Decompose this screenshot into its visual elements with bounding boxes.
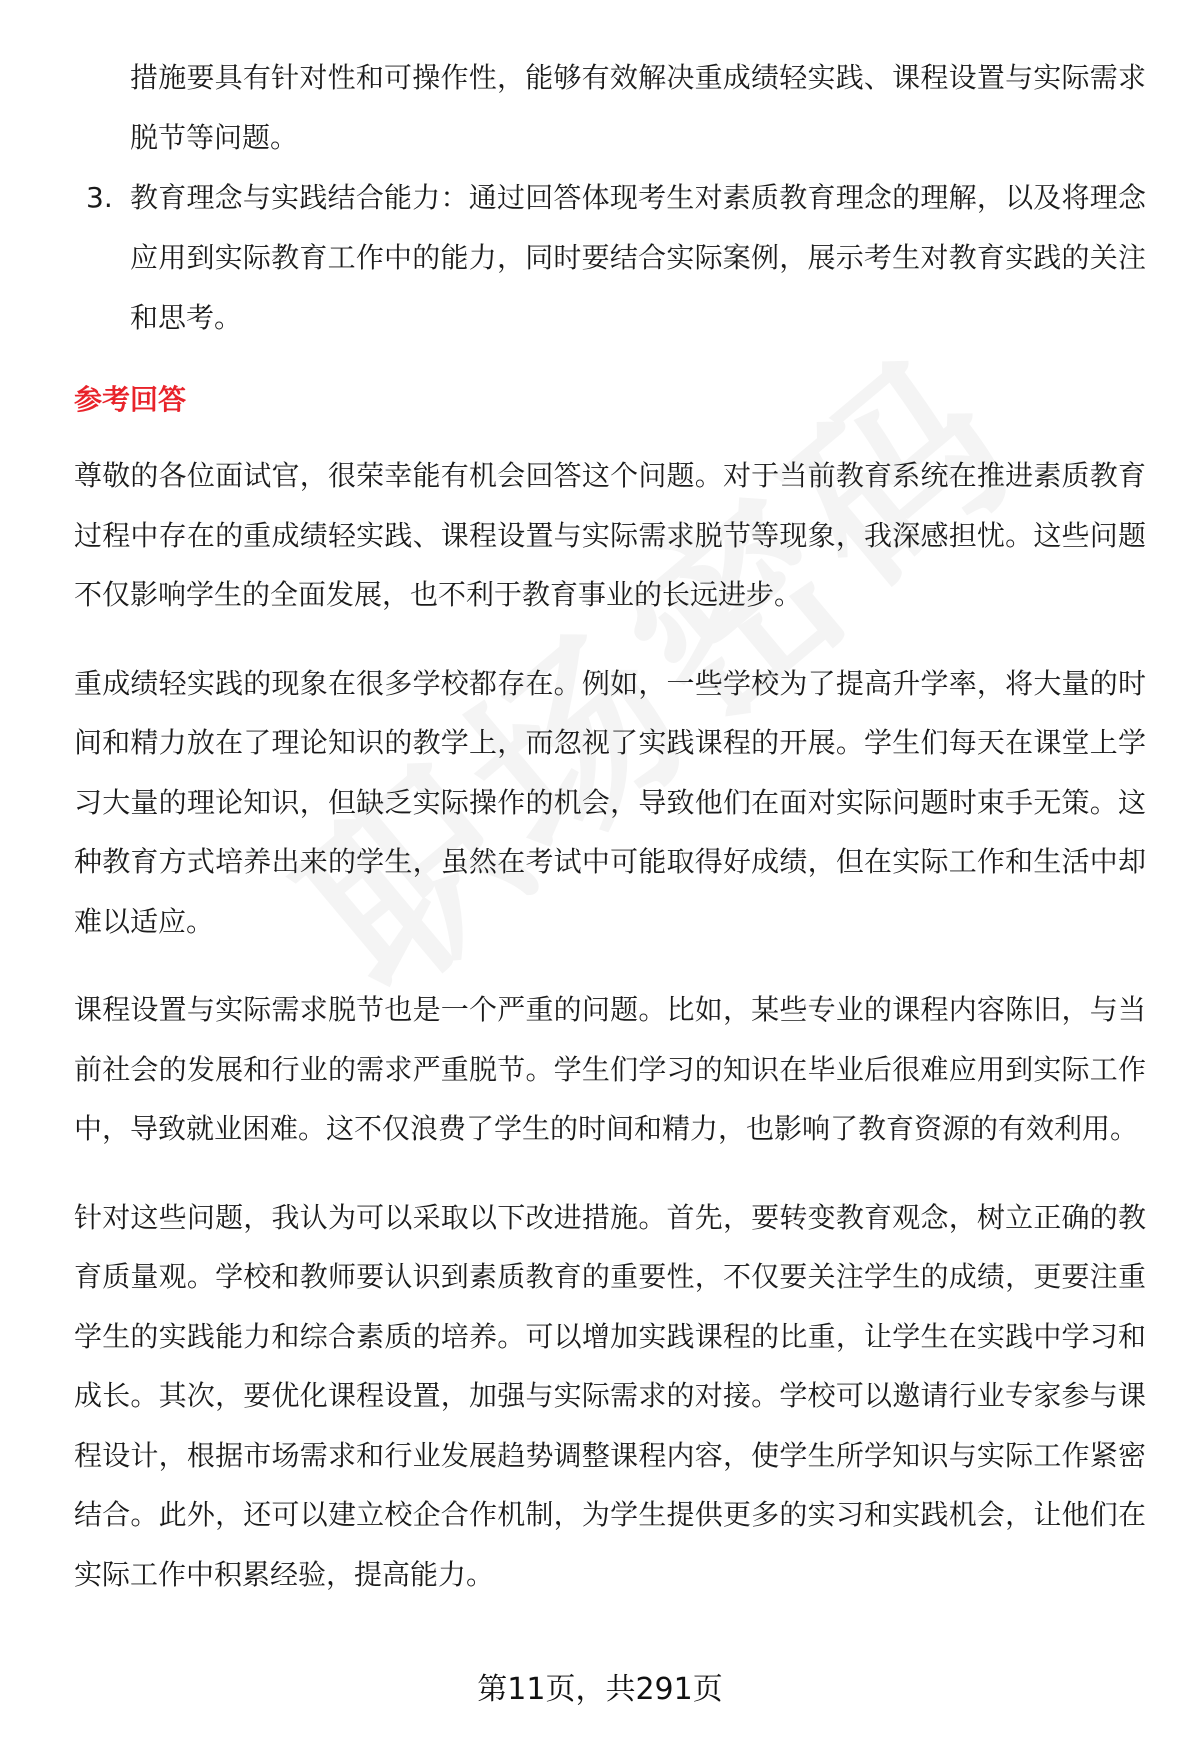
- section-heading-reference-answer: 参考回答: [74, 383, 187, 416]
- answer-paragraph-2: 重成绩轻实践的现象在很多学校都存在。例如，一些学校为了提高升学率，将大量的时间和精力放在了理论知识的教学上，而忽视了实践课程的开展。学生们每天在课堂上学习大量的理论知识，但缺乏实际操作的机会，导致他们在面对实际问题时束手无策。这种教育方式培养出来的学生，虽然在考试中可能取得好成绩，但在实际工作和生活中却难以适应。: [74, 666, 1146, 938]
- continued-list-text: 措施要具有针对性和可操作性，能够有效解决重成绩轻实践、课程设置与实际需求脱节等问题。: [130, 61, 1146, 154]
- list-item-text: 教育理念与实践结合能力：通过回答体现考生对素质教育理念的理解，以及将理念应用到实际教育工作中的能力，同时要结合实际案例，展示考生对教育实践的关注和思考。: [130, 181, 1146, 334]
- list-item-3: [74, 168, 1146, 348]
- answer-paragraph-1: 尊敬的各位面试官，很荣幸能有机会回答这个问题。对于当前教育系统在推进素质教育过程中存在的重成绩轻实践、课程设置与实际需求脱节等现象，我深感担忧。这些问题不仅影响学生的全面发展，也不利于教育事业的长远进步。: [74, 459, 1146, 611]
- answer-paragraph-3: 课程设置与实际需求脱节也是一个严重的问题。比如，某些专业的课程内容陈旧，与当前社会的发展和行业的需求严重脱节。学生们学习的知识在毕业后很难应用到实际工作中，导致就业困难。这不仅浪费了学生的时间和精力，也影响了教育资源的有效利用。: [74, 993, 1146, 1145]
- page-content: [74, 48, 1146, 1604]
- page-number: 第11页，共291页: [477, 1672, 723, 1707]
- list-item-number: 3.: [86, 181, 113, 214]
- answer-paragraph-4: 针对这些问题，我认为可以采取以下改进措施。首先，要转变教育观念，树立正确的教育质量观。学校和教师要认识到素质教育的重要性，不仅要关注学生的成绩，更要注重学生的实践能力和综合素质的培养。可以增加实践课程的比重，让学生在实践中学习和成长。其次，要优化课程设置，加强与实际需求的对接。学校可以邀请行业专家参与课程设计，根据市场需求和行业发展趋势调整课程内容，使学生所学知识与实际工作紧密结合。此外，还可以建立校企合作机制，为学生提供更多的实习和实践机会，让他们在实际工作中积累经验，提高能力。: [74, 1200, 1146, 1591]
